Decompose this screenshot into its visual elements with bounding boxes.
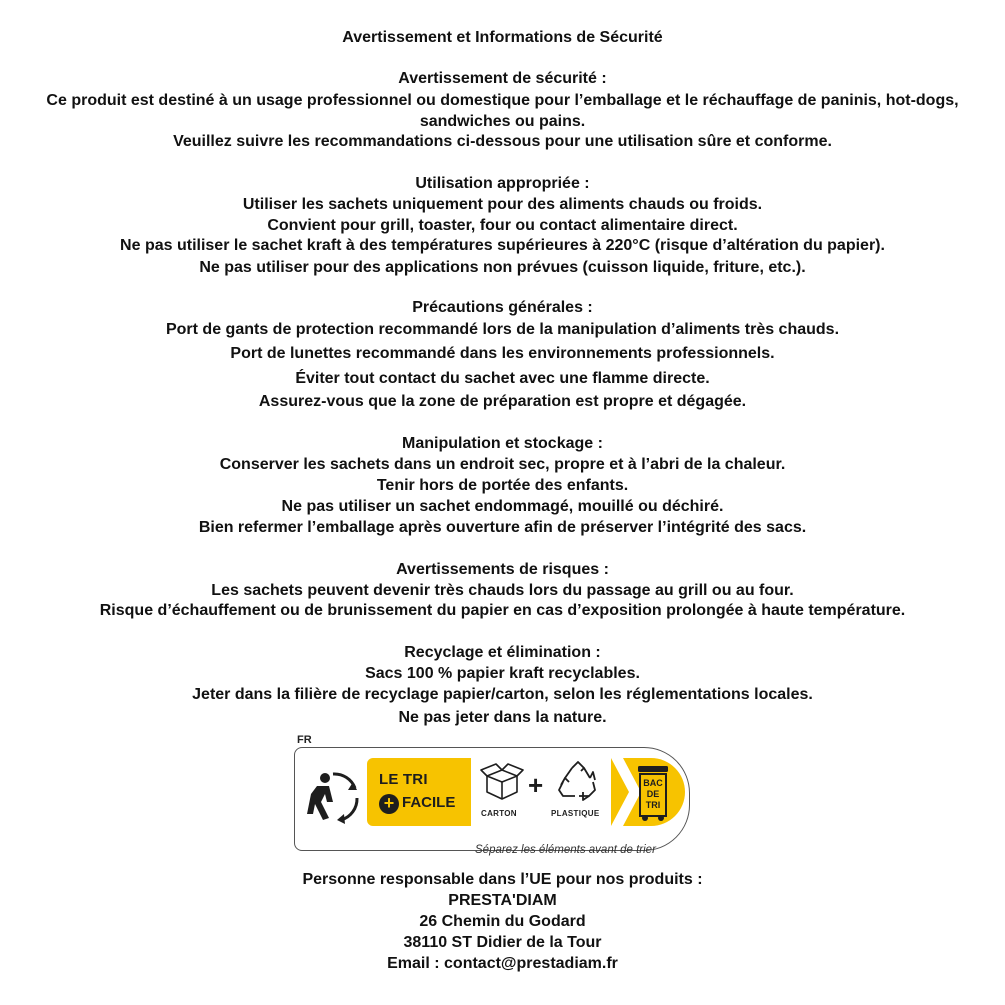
address-line-2: 38110 ST Didier de la Tour [403,934,602,951]
risks-item: Les sachets peuvent devenir très chauds lors du passage au grill ou au four. [211,582,794,599]
recycling-heading: Recyclage et élimination : [404,644,601,661]
usage-item: Ne pas utiliser le sachet kraft à des températures supérieures à 220°C (risque d’altération du papier). [120,237,885,254]
safety-line-1: Ce produit est destiné à un usage professionnel ou domestique pour l’emballage et le réchauffage de paninis, hot-dogs, sandwiches ou pains. [46,92,959,130]
recycling-item: Sacs 100 % papier kraft recyclables. [365,665,640,682]
bin-text-line-2: DE [646,789,660,799]
email-line: Email : contact@prestadiam.fr [387,955,618,972]
precautions-item: Port de lunettes recommandé dans les environnements professionnels. [230,345,775,362]
plastic-label: PLASTIQUE [551,809,600,818]
bin-text-line-3: TRI [645,800,661,810]
plus-icon: + [528,770,544,800]
separate-caption: Séparez les éléments avant de trier [475,844,656,856]
precautions-item: Port de gants de protection recommandé lors de la manipulation d’aliments très chauds. [165,321,840,338]
plus-circle-icon: + [379,794,399,814]
bin-text-line-1: BAC [643,778,663,788]
recycling-item: Ne pas jeter dans la nature. [398,709,607,726]
usage-item: Ne pas utiliser pour des applications non prévues (cuisson liquide, friture, etc.). [199,259,806,276]
precautions-item: Assurez-vous que la zone de préparation est propre et dégagée. [258,393,747,410]
address-line-1: 26 Chemin du Godard [419,913,586,930]
carton-box-icon [479,762,525,804]
carton-label: CARTON [481,809,517,818]
risks-item: Risque d’échauffement ou de brunissement du papier en cas d’exposition prolongée à haute température. [99,602,906,619]
precautions-heading: Précautions générales : [412,299,593,316]
usage-item: Convient pour grill, toaster, four ou contact alimentaire direct. [267,217,738,234]
recycling-item: Jeter dans la filière de recyclage papier/carton, selon les réglementations locales. [192,686,813,703]
company-name: PRESTA'DIAM [448,892,557,909]
le-tri-facile-badge [369,758,469,826]
recycling-bin-icon [635,764,671,822]
logo-frame [294,747,690,856]
safety-line-2: Veuillez suivre les recommandations ci-dessous pour une utilisation sûre et conforme. [173,133,832,150]
responsible-heading: Personne responsable dans l’UE pour nos produits : [302,871,703,888]
handling-item: Ne pas utiliser un sachet endommagé, mouillé ou déchiré. [281,498,724,515]
usage-item: Utiliser les sachets uniquement pour des aliments chauds ou froids. [242,196,763,213]
document-title: Avertissement et Informations de Sécurité [342,29,663,46]
materials-panel [471,758,611,826]
handling-item: Tenir hors de portée des enfants. [376,477,629,494]
precautions-item: Éviter tout contact du sachet avec une flamme directe. [295,370,710,387]
handling-heading: Manipulation et stockage : [402,435,603,452]
risks-heading: Avertissements de risques : [396,561,609,578]
usage-heading: Utilisation appropriée : [415,175,590,192]
info-tri-band [367,758,685,826]
triman-icon [303,768,363,828]
handling-item: Bien refermer l’emballage après ouverture afin de préserver l’intégrité des sacs. [198,519,807,536]
recycle-icon [555,760,601,804]
handling-item: Conserver les sachets dans un endroit sec, propre et à l’abri de la chaleur. [219,456,786,473]
country-label: FR [297,734,312,746]
le-tri-text: LE TRI [379,771,428,788]
facile-text: FACILE [402,794,456,811]
info-tri-logo [294,734,694,856]
safety-heading: Avertissement de sécurité : [398,70,607,87]
